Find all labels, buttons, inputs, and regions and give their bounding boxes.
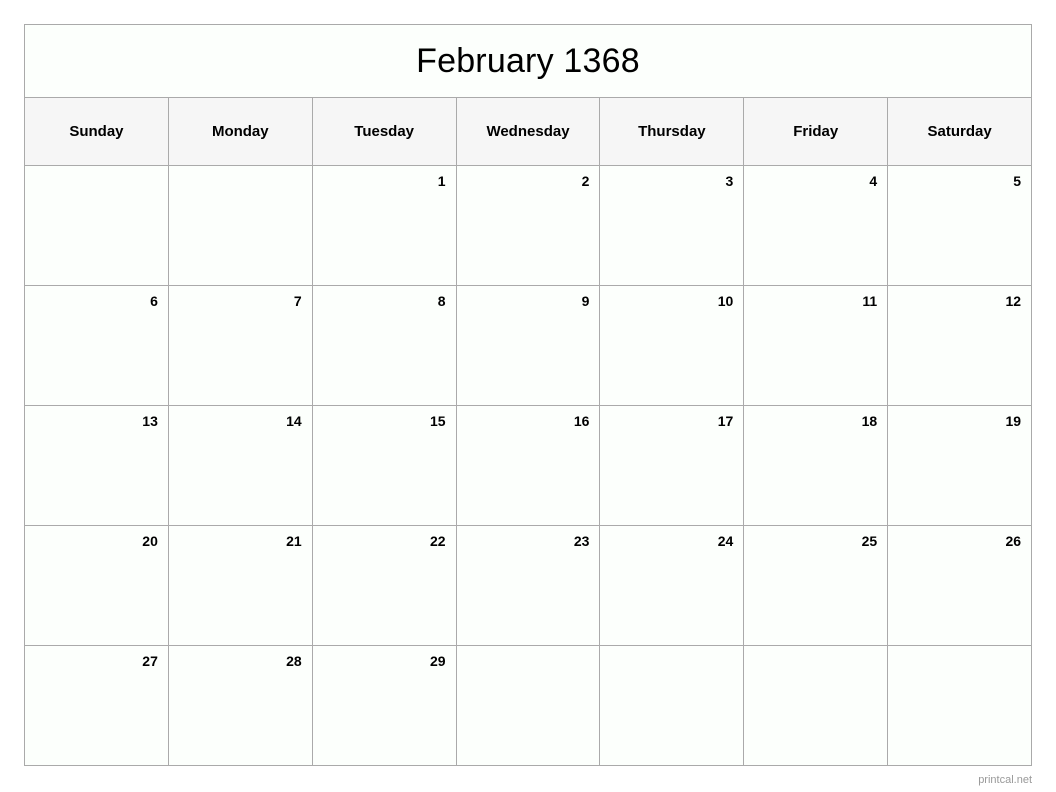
day-cell[interactable] xyxy=(313,166,457,286)
day-number: 16 xyxy=(573,413,590,429)
weekday-label: Saturday xyxy=(927,123,992,140)
day-number: 28 xyxy=(286,653,302,669)
day-number: 8 xyxy=(437,293,446,309)
day-number: 18 xyxy=(861,413,878,429)
weekday-header-sunday xyxy=(25,98,169,166)
day-cell[interactable] xyxy=(169,646,313,766)
day-number: 22 xyxy=(430,533,446,549)
day-cell[interactable] xyxy=(313,406,457,526)
day-cell[interactable] xyxy=(457,166,601,286)
day-number: 3 xyxy=(725,173,734,189)
weekday-header-monday xyxy=(169,98,313,166)
day-number: 26 xyxy=(1005,533,1022,549)
day-cell[interactable] xyxy=(25,166,169,286)
weekday-label: Thursday xyxy=(638,123,706,140)
day-cell[interactable] xyxy=(744,646,888,766)
day-cell[interactable] xyxy=(600,286,744,406)
day-cell[interactable] xyxy=(313,526,457,646)
day-cell[interactable] xyxy=(313,646,457,766)
day-cell[interactable] xyxy=(744,406,888,526)
day-number: 13 xyxy=(142,413,158,429)
day-cell[interactable] xyxy=(25,406,169,526)
day-number: 11 xyxy=(862,293,878,309)
weekday-label: Monday xyxy=(211,123,269,140)
day-cell[interactable] xyxy=(888,646,1032,766)
weekday-label: Wednesday xyxy=(486,123,570,140)
day-number: 12 xyxy=(1005,293,1022,309)
weekday-header-friday xyxy=(744,98,888,166)
day-cell[interactable] xyxy=(25,286,169,406)
week-row xyxy=(25,646,1032,766)
day-cell[interactable] xyxy=(744,166,888,286)
footer-credit: printcal.net xyxy=(978,774,1032,786)
day-cell[interactable] xyxy=(888,526,1032,646)
day-cell[interactable] xyxy=(169,406,313,526)
week-row xyxy=(25,406,1032,526)
day-number: 20 xyxy=(142,533,158,549)
day-cell[interactable] xyxy=(25,646,169,766)
day-number: 19 xyxy=(1005,413,1022,429)
calendar-title-row xyxy=(25,25,1032,98)
day-number: 10 xyxy=(717,293,734,309)
page-title: February 1368 xyxy=(416,41,640,80)
day-cell[interactable] xyxy=(25,526,169,646)
day-number: 24 xyxy=(717,533,734,549)
day-cell[interactable] xyxy=(600,526,744,646)
day-number: 1 xyxy=(437,173,446,189)
weekday-header-tuesday xyxy=(313,98,457,166)
day-cell[interactable] xyxy=(888,166,1032,286)
day-number: 14 xyxy=(286,413,302,429)
weekday-label: Friday xyxy=(793,123,839,140)
day-cell[interactable] xyxy=(457,646,601,766)
calendar-table xyxy=(24,24,1032,766)
day-number: 2 xyxy=(581,173,590,189)
week-row xyxy=(25,166,1032,286)
day-number: 17 xyxy=(717,413,734,429)
weekday-header-wednesday xyxy=(457,98,601,166)
weekday-header-saturday xyxy=(888,98,1032,166)
week-row xyxy=(25,526,1032,646)
day-cell[interactable] xyxy=(169,166,313,286)
day-number: 6 xyxy=(150,293,158,309)
day-number: 15 xyxy=(430,413,446,429)
day-number: 25 xyxy=(861,533,878,549)
day-cell[interactable] xyxy=(600,406,744,526)
day-cell[interactable] xyxy=(457,286,601,406)
day-number: 7 xyxy=(293,293,302,309)
day-cell[interactable] xyxy=(888,406,1032,526)
day-number: 21 xyxy=(286,533,302,549)
weekday-label: Sunday xyxy=(69,123,124,140)
day-cell[interactable] xyxy=(169,286,313,406)
day-cell[interactable] xyxy=(600,646,744,766)
day-cell[interactable] xyxy=(744,286,888,406)
day-cell[interactable] xyxy=(457,406,601,526)
day-cell[interactable] xyxy=(169,526,313,646)
day-number: 29 xyxy=(430,653,446,669)
day-number: 5 xyxy=(1013,173,1022,189)
day-number: 27 xyxy=(142,653,158,669)
day-cell[interactable] xyxy=(457,526,601,646)
day-number: 23 xyxy=(573,533,590,549)
weekday-header-row xyxy=(25,98,1032,166)
day-number: 4 xyxy=(869,173,878,189)
day-cell[interactable] xyxy=(313,286,457,406)
weekday-header-thursday xyxy=(600,98,744,166)
day-cell[interactable] xyxy=(744,526,888,646)
weekday-label: Tuesday xyxy=(354,123,415,140)
week-row xyxy=(25,286,1032,406)
day-number: 9 xyxy=(581,293,590,309)
day-cell[interactable] xyxy=(888,286,1032,406)
day-cell[interactable] xyxy=(600,166,744,286)
